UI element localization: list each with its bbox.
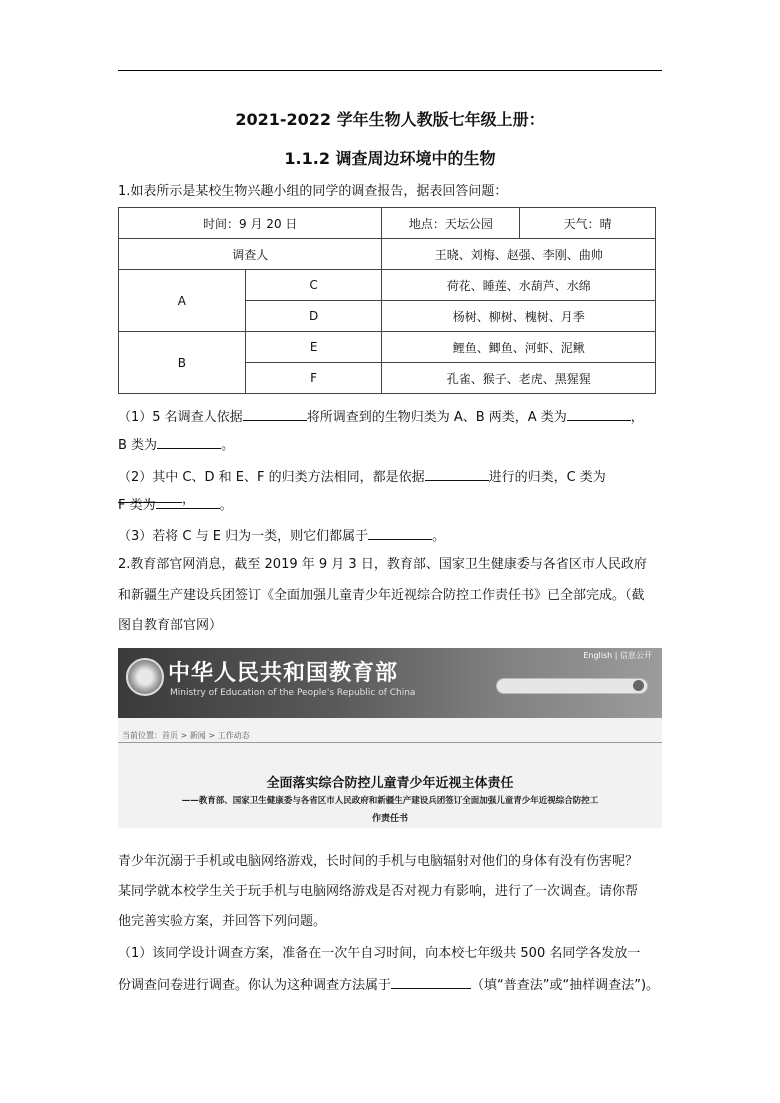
- q2-paragraph-1: 青少年沉溺于手机或电脑网络游戏，长时间的手机与电脑辐射对他们的身体有没有伤害呢？: [118, 854, 639, 869]
- q1-sub2-text-e: 。: [219, 498, 233, 513]
- q2-paragraph-2: 某同学就本校学生关于玩手机与电脑网络游戏是否对视力有影响，进行了一次调查。请你帮: [118, 884, 639, 899]
- answer-blank[interactable]: [157, 434, 221, 449]
- place-cell: 地点：天坛公园: [382, 208, 520, 239]
- q1-sub1: [118, 406, 664, 428]
- d-items: 杨树、柳树、槐树、月季: [382, 301, 656, 332]
- q2-sub1-text-a: 份调查问卷进行调查。你认为这种调查方法属于: [118, 978, 392, 993]
- table-row: [119, 270, 656, 301]
- time-cell: 时间：9 月 20 日: [119, 208, 382, 239]
- national-emblem-icon: [126, 658, 164, 696]
- investigator-label: 调查人: [119, 239, 382, 270]
- q1-sub3-text-b: 。: [432, 529, 446, 544]
- breadcrumb: 当前位置：首页 > 新闻 > 工作动态: [122, 731, 250, 740]
- q1-sub1-text-d: B 类为: [118, 438, 158, 453]
- section-title: 1.1.2 调查周边环境中的生物: [284, 149, 496, 168]
- table-row: [119, 239, 656, 270]
- q1-sub2-line2: [118, 494, 664, 516]
- q1-sub3: [118, 525, 664, 547]
- q2-sub1-line1: （1）该同学设计调查方案，准备在一次午自习时间，向本校七年级共 500 名同学各发放一: [118, 946, 641, 961]
- c-items: 荷花、睡莲、水葫芦、水绵: [382, 270, 656, 301]
- e-items: 鲤鱼、鲫鱼、河虾、泥鳅: [382, 332, 656, 363]
- ministry-name-cn: 中华人民共和国教育部: [168, 661, 399, 686]
- q1-sub2-text-a: （2）其中 C、D 和 E、F 的归类方法相同，都是依据: [118, 470, 425, 485]
- article-headline: 全面落实综合防控儿童青少年近视主体责任: [266, 776, 514, 791]
- f-items: 孔雀、猴子、老虎、黑猩猩: [382, 363, 656, 394]
- moe-website-screenshot: [118, 648, 662, 828]
- q2-line1: 2.教育部官网消息，截至 2019 年 9 月 3 日，教育部、国家卫生健康委与各省区市人民政府: [118, 557, 647, 572]
- site-search-box: [496, 678, 648, 694]
- q1-sub1-line2: [118, 434, 664, 456]
- search-icon: [633, 680, 644, 691]
- table-row: [119, 332, 656, 363]
- answer-blank[interactable]: [391, 974, 471, 989]
- answer-blank[interactable]: [567, 406, 631, 421]
- breadcrumb-divider: [118, 742, 662, 743]
- group-b-label: B: [119, 332, 246, 394]
- answer-blank[interactable]: [368, 525, 432, 540]
- q1-intro: 1.如表所示是某校生物兴趣小组的同学的调查报告，据表回答问题：: [118, 184, 508, 199]
- q2-line3: 图自教育部官网）: [118, 618, 223, 633]
- q1-sub2-text-d: F 类为: [118, 498, 156, 513]
- q1-sub2-text-c: ，: [182, 492, 196, 507]
- q1-sub2-text-b: 进行的归类，C 类为: [488, 470, 606, 485]
- article-subheadline-cont: 作责任书: [371, 814, 408, 824]
- header-rule: [118, 70, 662, 71]
- q1-sub1-text-b: 将所调查到的生物归类为 A、B 两类，A 类为: [306, 410, 567, 425]
- q2-line2: 和新疆生产建设兵团签订《全面加强儿童青少年近视综合防控工作责任书》已全部完成。（截: [118, 588, 645, 603]
- f-label: F: [245, 363, 382, 394]
- c-label: C: [245, 270, 382, 301]
- d-label: D: [245, 301, 382, 332]
- investigator-names: 王晓、刘梅、赵强、李刚、曲帅: [382, 239, 656, 270]
- q1-sub1-text-c: ，: [630, 410, 644, 425]
- q1-sub3-text-a: （3）若将 C 与 E 归为一类，则它们都属于: [118, 529, 369, 544]
- answer-blank[interactable]: [425, 466, 489, 481]
- q2-sub1-line2: [118, 974, 664, 996]
- document-title: 2021-2022 学年生物人教版七年级上册：: [235, 110, 545, 129]
- answer-blank[interactable]: [156, 494, 220, 509]
- answer-blank[interactable]: [243, 406, 307, 421]
- q1-sub1-text-a: （1）5 名调查人依据: [118, 410, 243, 425]
- ministry-name-en: Ministry of Education of the People's Republic of China: [170, 688, 416, 698]
- survey-table: [118, 207, 656, 394]
- moe-banner: [118, 648, 662, 718]
- group-a-label: A: [119, 270, 246, 332]
- q2-sub1-text-b: （填“普查法”或“抽样调查法”)。: [471, 978, 660, 993]
- top-links: English | 信息公开: [583, 651, 652, 660]
- article-subheadline: ——教育部、国家卫生健康委与各省区市人民政府和新疆生产建设兵团签订全面加强儿童青少年近视综合防控工: [181, 796, 599, 806]
- q1-sub1-text-e: 。: [221, 438, 235, 453]
- weather-cell: 天气：晴: [520, 208, 656, 239]
- table-row: [119, 208, 656, 239]
- q2-paragraph-3: 他完善实验方案，并回答下列问题。: [118, 914, 327, 929]
- e-label: E: [245, 332, 382, 363]
